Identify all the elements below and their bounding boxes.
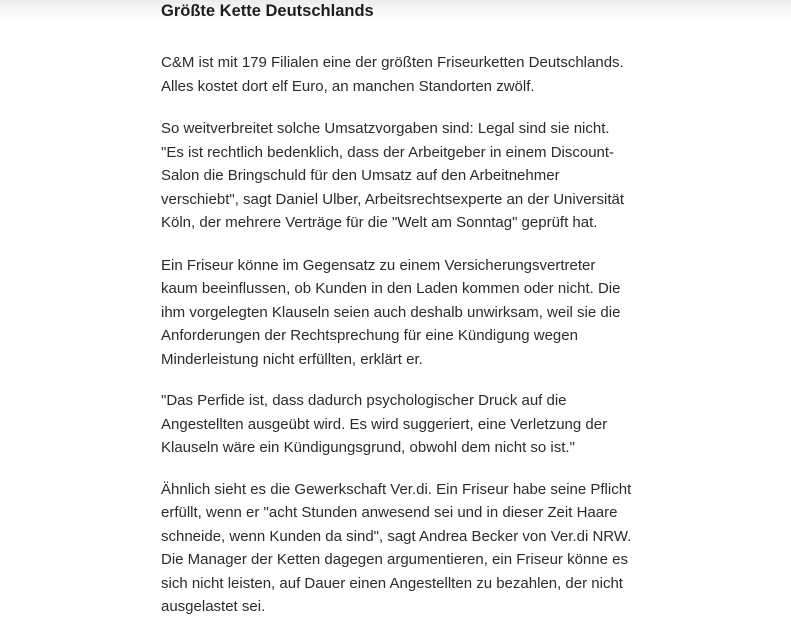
section-heading: Größte Kette Deutschlands [161, 2, 374, 20]
paragraph [161, 478, 641, 619]
text-line: ausgelastet sei. [161, 598, 266, 615]
text-line: Klauseln wäre ein Kündigungsgrund, obwohl dem nicht so ist." [161, 439, 575, 456]
article-body [161, 0, 641, 619]
paragraph [161, 254, 641, 372]
text-line: ihm vorgelegten Klauseln seien auch deshalb unwirksam, weil sie die [161, 303, 621, 321]
text-line: C&M ist mit 179 Filialen eine der größten Friseurketten Deutschlands. [161, 54, 624, 71]
text-line: So weitverbreitet solche Umsatzvorgaben sind: Legal sind sie nicht. [161, 120, 610, 137]
text-line: erfüllt, wenn er "acht Stunden anwesend sei und in dieser Zeit Haare [161, 504, 618, 521]
text-line: Die Manager der Ketten dagegen argumentieren, ein Friseur könne es [161, 551, 628, 568]
text-line: sich nicht leisten, auf Dauer einen Angestellten zu bezahlen, der nicht [161, 574, 623, 592]
text-line: schneide, wenn Kunden da sind", sagt Andrea Becker von Ver.di NRW. [161, 527, 632, 545]
paragraph [161, 117, 641, 235]
text-line: Alles kostet dort elf Euro, an manchen Standorten zwölf. [161, 77, 535, 95]
text-line: verschiebt", sagt Daniel Ulber, Arbeitsrechtsexperte an der Universität [161, 190, 625, 208]
text-line: Köln, der mehrere Verträge für die "Welt am Sonntag" geprüft hat. [161, 214, 598, 231]
text-line: Minderleistung nicht erfüllten, erklärt er. [161, 350, 423, 368]
text-line: kaum beeinflussen, ob Kunden in den Laden kommen oder nicht. Die [161, 280, 621, 297]
text-line: Angestellten ausgeübt wird. Es wird suggeriert, eine Verletzung der [161, 415, 608, 433]
text-line: Ähnlich sieht es die Gewerkschaft Ver.di. Ein Friseur habe seine Pflicht [161, 480, 632, 498]
paragraph [161, 389, 641, 460]
text-line: Ein Friseur könne im Gegensatz zu einem Versicherungsvertreter [161, 256, 596, 274]
text-line: "Es ist rechtlich bedenklich, dass der Arbeitgeber in einem Discount- [161, 143, 615, 161]
text-line: "Das Perfide ist, dass dadurch psychologischer Druck auf die [161, 392, 567, 409]
text-line: Salon die Bringschuld für den Umsatz auf den Arbeitnehmer [161, 167, 560, 184]
text-line: Anforderungen der Rechtsprechung für eine Kündigung wegen [161, 327, 578, 344]
paragraph [161, 51, 641, 98]
